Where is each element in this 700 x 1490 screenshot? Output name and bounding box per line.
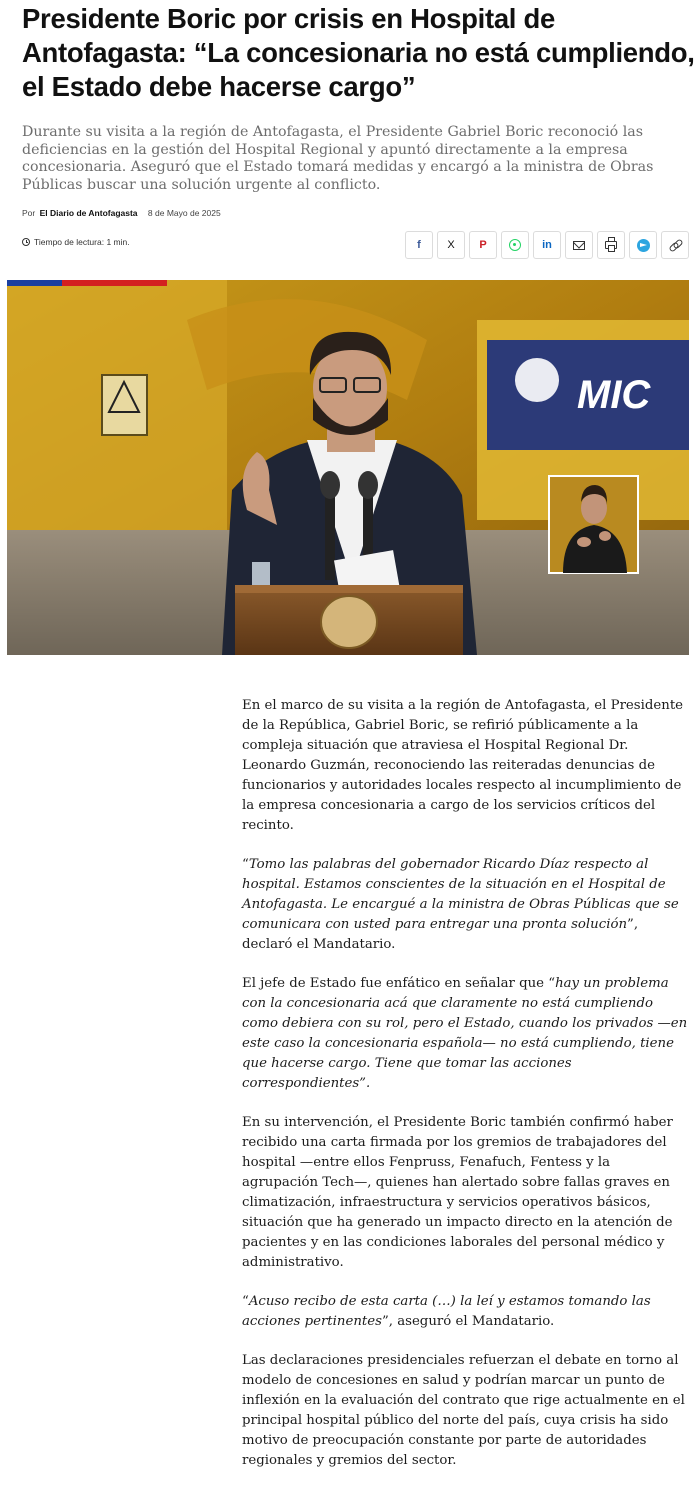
publish-date: 8 de Mayo de 2025 [147, 208, 221, 218]
share-bar [405, 231, 689, 259]
byline-prefix: Por [22, 208, 36, 218]
body-paragraph [242, 1292, 690, 1332]
share-pinterest-button[interactable] [469, 231, 497, 259]
reading-time [22, 237, 130, 247]
body-paragraph: Las declaraciones presidenciales refuerzan el debate en torno al modelo de concesiones en salud y podrían marcar un punto de inflexión en la evaluación del contrato que rige actualmente en el principal hospital público del norte del país, cuya crisis ha sido motivo de preocupación constante por parte de autoridades regionales y gremios del sector. [242, 1353, 685, 1468]
body-paragraph [242, 855, 690, 955]
clock-icon [22, 238, 30, 246]
quote-mark: “ [242, 857, 249, 872]
author-link[interactable]: El Diario de Antofagasta [39, 208, 138, 218]
quote-text: hay un problema con la concesionaria acá que claramente no está cumpliendo como debiera con su rol, pero el Estado, cuando los privados —en este caso la concesionaria española— no está cumpliendo, tiene que hacerse cargo. Tiene que tomar las acciones correspondientes”. [242, 976, 688, 1091]
hero-photo [7, 280, 689, 655]
copy-link-button[interactable] [661, 231, 689, 259]
print-icon [605, 241, 617, 249]
article-title [22, 2, 695, 104]
quote-attribution: ”, aseguró el Mandatario. [381, 1314, 555, 1329]
reading-time-label: Tiempo de lectura: 1 min. [34, 237, 130, 247]
article-title-line: Presidente Boric por crisis en Hospital de [22, 3, 555, 34]
tire-brand-logo-text: MIC [577, 373, 651, 417]
facebook-icon: f [417, 238, 421, 251]
body-paragraph: En su intervención, el Presidente Boric también confirmó haber recibido una carta firmada por los gremios de trabajadores del hospital —entre ellos Fenpruss, Fenafuch, Fentess y la agrupación Tech—, quienes han alertado sobre fallas graves en climatización, infraestructura y servicios operativos básicos, situación que ha generado un impacto directo en la atención de pacientes y en las condiciones laborales del personal médico y administrativo. [242, 1115, 673, 1270]
article-title-line: Antofagasta: “La concesionaria no está cumpliendo, [22, 37, 695, 68]
pinterest-icon: P [479, 238, 487, 251]
quote-mark: “ [242, 1294, 249, 1309]
article-title-line: el Estado debe hacerse cargo” [22, 71, 416, 102]
telegram-icon [637, 239, 650, 252]
share-linkedin-button[interactable] [533, 231, 561, 259]
link-icon [669, 239, 681, 251]
paragraph-lead: El jefe de Estado fue enfático en señalar que “ [242, 976, 556, 991]
quote-attribution: ”, declaró el Mandatario. [242, 917, 639, 952]
article-body [242, 696, 690, 1490]
quote-text: Acuso recibo de esta carta (…) la leí y estamos tomando las acciones pertinentes [242, 1294, 651, 1329]
linkedin-icon: in [542, 238, 552, 251]
share-telegram-button[interactable] [629, 231, 657, 259]
hero-image [7, 280, 689, 655]
share-x-button[interactable] [437, 231, 465, 259]
print-button[interactable] [597, 231, 625, 259]
body-paragraph [242, 974, 690, 1094]
share-whatsapp-button[interactable] [501, 231, 529, 259]
share-email-button[interactable] [565, 231, 593, 259]
quote-text: Tomo las palabras del gobernador Ricardo Díaz respecto al hospital. Estamos conscientes de la situación en el Hospital de Antofagasta. Le encargué a la ministra de Obras Públicas que se comunicara con usted para entregar una pronta solución [242, 857, 679, 932]
body-paragraph: En el marco de su visita a la región de Antofagasta, el Presidente de la República, Gabriel Boric, se refirió públicamente a la compleja situación que atraviesa el Hospital Regional Dr. Leonardo Guzmán, reconociendo las reiteradas denuncias de funcionarios y autoridades locales respecto al incumplimiento de la empresa concesionaria a cargo de los servicios críticos del recinto. [242, 698, 684, 833]
email-icon [573, 241, 585, 250]
whatsapp-icon [509, 239, 521, 251]
x-icon: X [447, 238, 455, 251]
share-facebook-button[interactable] [405, 231, 433, 259]
article-summary: Durante su visita a la región de Antofagasta, el Presidente Gabriel Boric reconoció las deficiencias en la gestión del Hospital Regional y apuntó directamente a la empresa concesionaria. Aseguró que el Estado tomará medidas y encargó a la ministra de Obras Públicas buscar una solución urgente al conflicto. [22, 124, 654, 193]
byline [22, 208, 221, 218]
